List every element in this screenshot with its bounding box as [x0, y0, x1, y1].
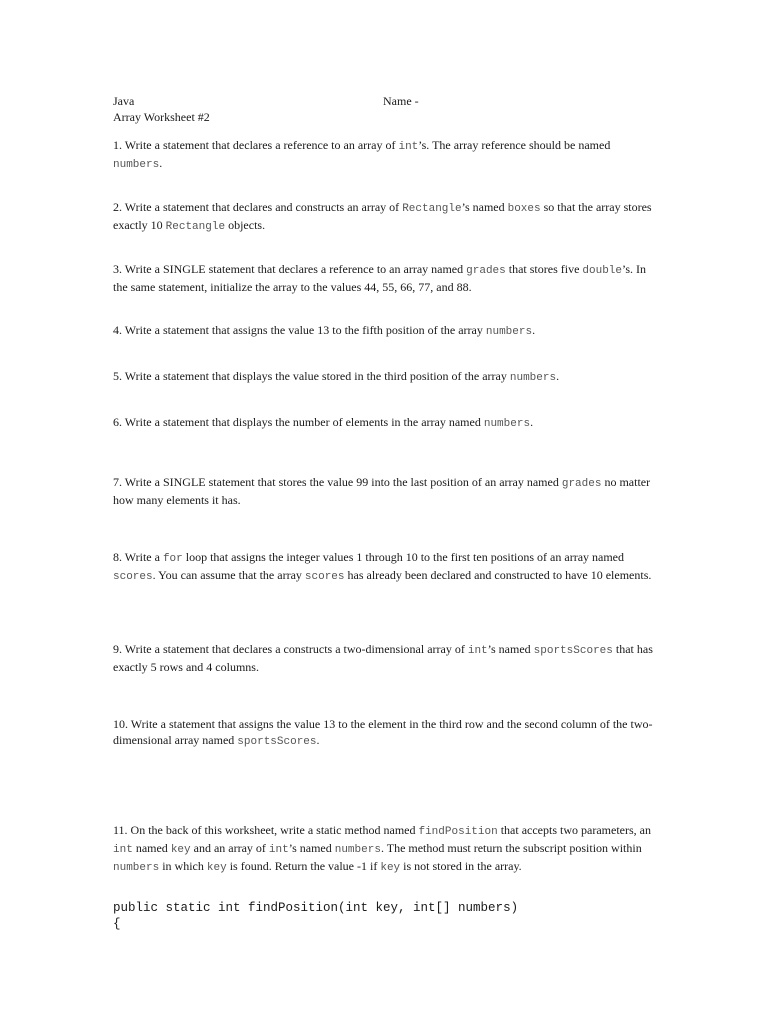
- question-text: ’s. In the same statement, initialize the array to the values 44, 55, 66, 77, and 88.: [113, 262, 647, 294]
- code-term: boxes: [507, 203, 541, 215]
- question-text: 5. Write a statement that displays the value stored in the third position of the array: [113, 369, 510, 383]
- question-text: 10. Write a statement that assigns the value 13 to the element in the third row and the second column of the two-dimensional array named: [113, 717, 653, 747]
- question-text: 9. Write a statement that declares a constructs a two-dimensional array of: [113, 642, 468, 656]
- code-term: int: [467, 645, 488, 657]
- question-text: is found. Return the value -1 if: [226, 859, 381, 873]
- question-9: [113, 641, 658, 675]
- question-text: and an array of: [190, 841, 269, 855]
- code-term: numbers: [485, 326, 533, 338]
- code-term: numbers: [483, 418, 531, 430]
- name-label: Name -: [383, 94, 419, 108]
- question-text: 11. On the back of this worksheet, write a static method named: [113, 823, 419, 837]
- question-7: [113, 474, 658, 508]
- worksheet-title: Array Worksheet #2: [113, 110, 210, 124]
- question-text: in which: [159, 859, 207, 873]
- code-term: numbers: [113, 862, 160, 874]
- question-text: loop that assigns the integer values 1 through 10 to the first ten positions of an array named: [182, 550, 625, 564]
- question-4: [113, 322, 658, 340]
- question-text: 6. Write a statement that displays the number of elements in the array named: [113, 415, 484, 429]
- code-term: int: [268, 844, 289, 856]
- question-text: that has exactly 5 rows and 4 columns.: [113, 642, 653, 674]
- code-term: sportsScores: [237, 736, 317, 748]
- question-text: so that the array stores exactly 10: [113, 200, 652, 232]
- question-text: that stores five: [505, 262, 583, 276]
- code-term: scores: [113, 571, 153, 583]
- question-text: . You can assume that the array: [152, 568, 305, 582]
- question-text: objects.: [225, 218, 266, 232]
- question-text: .: [316, 733, 320, 747]
- question-6: [113, 414, 658, 432]
- code-term: grades: [561, 478, 602, 490]
- question-text: 2. Write a statement that declares and constructs an array of: [113, 200, 403, 214]
- question-2: [113, 199, 658, 235]
- code-term: for: [162, 553, 183, 565]
- code-term: int: [398, 141, 419, 153]
- method-signature: public static int findPosition(int key, int[] numbers): [113, 901, 519, 915]
- question-11: [113, 822, 658, 876]
- question-text: ’s named: [487, 642, 534, 656]
- question-text: ’s named: [288, 841, 335, 855]
- question-text: 7. Write a SINGLE statement that stores the value 99 into the last position of an array named: [113, 475, 562, 489]
- code-term: numbers: [113, 159, 160, 171]
- question-text: .: [532, 323, 536, 337]
- question-text: .: [159, 156, 163, 170]
- code-term: Rectangle: [402, 203, 462, 215]
- question-text: . The method must return the subscript position within: [380, 841, 642, 855]
- code-term: findPosition: [418, 826, 498, 838]
- code-term: double: [582, 265, 623, 277]
- question-3: [113, 261, 658, 295]
- code-term: key: [206, 862, 227, 874]
- question-text: 4. Write a statement that assigns the value 13 to the fifth position of the array: [113, 323, 486, 337]
- question-text: ’s named: [461, 200, 508, 214]
- code-term: numbers: [334, 844, 381, 856]
- question-1: [113, 137, 658, 173]
- question-text: 1. Write a statement that declares a reference to an array of: [113, 138, 399, 152]
- question-text: 8. Write a: [113, 550, 163, 564]
- course-label: Java: [113, 94, 135, 108]
- code-term: Rectangle: [165, 221, 226, 233]
- question-text: has already been declared and constructed to have 10 elements.: [344, 568, 652, 582]
- code-term: numbers: [509, 372, 557, 384]
- question-text: that accepts two parameters, an: [497, 823, 651, 837]
- question-8: [113, 549, 658, 585]
- code-term: scores: [304, 571, 345, 583]
- code-term: key: [380, 862, 401, 874]
- question-text: .: [556, 369, 560, 383]
- question-text: no matter how many elements it has.: [113, 475, 651, 507]
- code-term: int: [113, 844, 133, 856]
- opening-brace: {: [113, 917, 121, 931]
- question-text: 3. Write a SINGLE statement that declares a reference to an array named: [113, 262, 467, 276]
- question-10: [113, 716, 658, 750]
- code-term: key: [170, 844, 191, 856]
- code-term: sportsScores: [533, 645, 613, 657]
- question-text: ’s. The array reference should be named: [418, 138, 611, 152]
- question-text: .: [530, 415, 534, 429]
- question-text: named: [132, 841, 171, 855]
- question-text: is not stored in the array.: [400, 859, 522, 873]
- code-term: grades: [466, 265, 506, 277]
- question-5: [113, 368, 658, 386]
